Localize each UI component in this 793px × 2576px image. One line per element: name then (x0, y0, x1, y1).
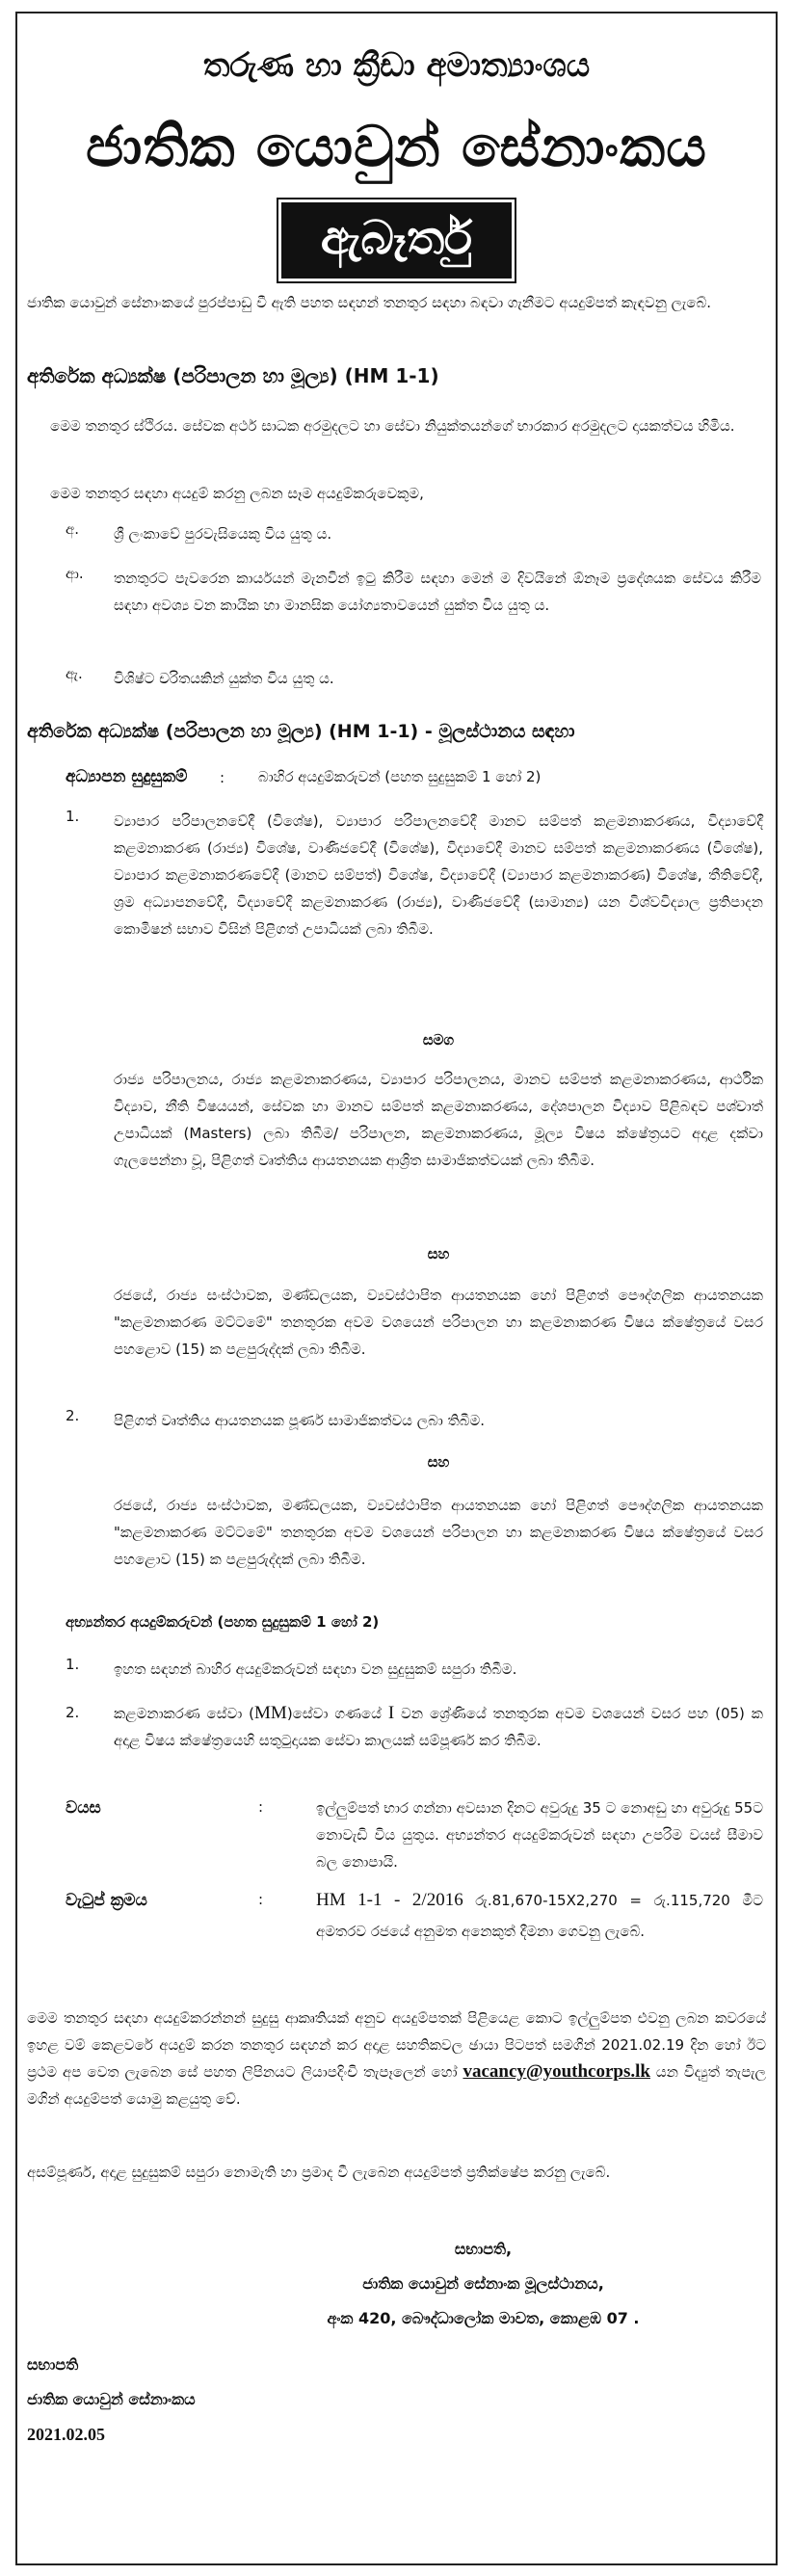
salary-text (316, 1885, 763, 1947)
education-label: අධ්‍යාපන සුදුසුකම් (66, 767, 188, 786)
and-label: සහ (427, 1453, 450, 1471)
section1-para2: මෙම තනතුර සඳහා අයදුම් කරනු ලබන සෑම අයදුම්කරුවෙකුම, (50, 485, 424, 502)
education-value: බාහිර අයදුම්කරුවන් (පහත සුදුසුකම් 1 හෝ 2) (258, 768, 542, 785)
qualification-text: ව්‍යාපාර පරිපාලනවේදී (විශේෂ), ව්‍යාපාර පරිපාලනවේදී මානව සම්පත් කළමනාකරණය, විද්‍යාවේදී කළමනාකරණ (රාජ්‍ය) විශේෂ, වාණිජවේදී (විශේෂ), විද්‍යාවේදී මානව සම්පත් කළමනාකරණය (විශේෂ), ව්‍යාපාර කළමනාකරණවේදී (මානව සම්පත්) විශේෂ, විද්‍යාවේදී (ව්‍යාපාර කළමනාකරණ) විශේෂ, තීතිවේදී, ශ්‍රම අධ්‍යාපනවේදී, විද්‍යාවේදී කළමනාකරණ (රාජ්‍ය), වාණිජවේදී (සාමාන්‍ය) යන විශ්වවිද්‍යාල ප්‍රතිපාදන කොමිෂන් සභාව විසින් පිළිගත් උපාධියක් ලබා තිබීම. (114, 812, 763, 938)
organization-title: ජාතික යොවුන් සේනාංකය (86, 114, 707, 179)
email-link[interactable]: vacancy@youthcorps.lk (463, 2061, 650, 2082)
salary-colon: : (258, 1891, 264, 1908)
closing-paragraph (27, 2005, 766, 2112)
internal-text: ඉහත සඳහන් බාහිර අයදුම්කරුවන් සඳහා වන සුදුසුකම් සපුරා තිබීම. (114, 1660, 517, 1678)
section1-title: අතිරේක අධ්‍යක්ෂ (පරිපාලන හා මූල්‍ය) (HM 1-1) (27, 364, 439, 387)
and-label: සමග (422, 1031, 455, 1049)
qualification-text: රජයේ, රාජ්‍ය සංස්ථාවක, මණ්ඩලයක, ව්‍යවස්ථාපිත ආයතනයක හෝ පිළිගත් පෞද්ගලික ආයතනයක "කළමනාකරණ මට්ටමේ" තනතුරක අවම වශයෙන් පරිපාලන හා කළමනාකරණ විෂය ක්ෂේත්‍රයේ වසර පහළොව (15) ක පළපුරුද්දක් ලබා තිබීම. (114, 1287, 763, 1358)
rejection-note: අසම්පූර්ණ, අදාළ සුදුසුකම් සපුරා නොමැති හා ප්‍රමාද වී ලැබෙන අයදුම්පත් ප්‍රතික්ෂේප කරනු ලැබේ. (27, 2164, 611, 2181)
qualification-number: 1. (66, 808, 80, 825)
signature-org: ජාතික යොවුන් සේනාංක මූලස්ථානය, (362, 2274, 604, 2293)
grade-roman: I (387, 1703, 395, 1723)
banner-wrap (27, 202, 766, 279)
notice-date: 2021.02.05 (27, 2425, 105, 2444)
item-mark: අ. (66, 520, 80, 538)
section2-title: අතිරේක අධ්‍යක්ෂ (පරිපාලන හා මූල්‍ය) (HM 1-1) - මූලස්ථානය සඳහා (27, 721, 575, 742)
vacancies-banner: ඇබෑර්තු (281, 202, 512, 279)
age-colon: : (258, 1798, 264, 1816)
item-text: තනතුරට පැවරෙන කාර්යයන් මැනවින් ඉටු කිරීම සඳහා මෙන් ම දිවයිනේ ඕනෑම ප්‍රදේශයක සේවය කිරීම සඳහා අවශ්‍ය වන කායික හා මානසික යෝග්‍යතාවයෙන් යුක්ත විය යුතු ය. (114, 570, 761, 614)
item-mark: ඇ. (66, 665, 83, 682)
item-text: විශිෂ්ට චරිතයකින් යුක්ත විය යුතු ය. (114, 670, 334, 687)
age-text: ඉල්ලුම්පත් භාර ගන්නා අවසාන දිනට අවුරුදු 35 ට නොඅඩු හා අවුරුදු 55ට නොවැඩි විය යුතුය. අභ්‍යන්තර අයදුම්කරුවන් සඳහා උපරිම වයස් සීමාව බල නොපායි. (316, 1799, 763, 1871)
signatory-org: ජාතික යොවුන් සේනාංකය (27, 2390, 196, 2408)
closing-text: යන විද්‍යුත් තැපැල මගින් අයදුම්පත් යොමු කළයුතු වේ. (27, 2063, 767, 2108)
ministry-title: තරුණ හා ක්‍රීඩා අමාත්‍යාංශය (202, 46, 591, 85)
qualification-number: 2. (66, 1407, 80, 1424)
salary-code: HM 1-1 - 2/2016 (316, 1890, 463, 1910)
internal-text (114, 1700, 763, 1754)
qualification-text: රජයේ, රාජ්‍ය සංස්ථාවක, මණ්ඩලයක, ව්‍යවස්ථාපිත ආයතනයක හෝ පිළිගත් පෞද්ගලික ආයතනයක "කළමනාකරණ මට්ටමේ" තනතුරක අවම වශයෙන් පරිපාලන හා කළමනාකරණ විෂය ක්ෂේත්‍රයේ වසර පහළොව (15) ක පළපුරුද්දක් ලබා තිබීම. (114, 1497, 763, 1568)
age-label: වයස (66, 1798, 101, 1818)
internal-applicants-label: අභ්‍යන්තර අයදුම්කරුවන් (පහත සුදුසුකම් 1 හෝ 2) (66, 1613, 380, 1631)
internal-text-part: )සේවා ගණයේ (286, 1705, 388, 1722)
intro-text: ජාතික යොවුන් සේනාංකයේ පුරප්පාඩු වී ඇති පහත සඳහන් තනතුර සඳහා බඳවා ගැනීමට අයදුම්පත් කැඳවනු ලැබේ. (27, 294, 711, 311)
internal-text-part: වන ශ්‍රේණියේ තනතුරක අවම වශයෙන් වසර පහ (05) ක අදාළ විෂය ක්ෂේත්‍රයෙහි සතුටුදායක සේවා කාලයක් සම්පූර්ණ කර තිබීම. (114, 1705, 763, 1749)
internal-text-part: කළමනාකරණ සේවා ( (114, 1705, 255, 1722)
qualification-text: පිළිගත් වෘත්තිය ආයතනයක පූර්ණ සාමාජිකත්වය ලබා තිබීම. (114, 1412, 486, 1429)
internal-number: 2. (66, 1704, 80, 1721)
mm-code: MM (254, 1703, 287, 1723)
item-mark: ආ. (66, 565, 84, 582)
closing-text: මෙම තනතුර සඳහා අයදුම්කරන්නන් සුදුසු ආකෘතියක් අනුව අයදුම්පතක් පිළියෙළ කොට ඉල්ලුම්පත එවනු ලබන කවරයේ ඉහළ වම් කෙළවරේ අයදුම් කරන තනතුර සඳහන් කර අදාළ සහතිකවල ඡායා පිටපත් සමගින් 2021.02.19 දින හෝ ඊට ප්‍රථම අප වෙත ලැබෙන සේ පහත ලිපිනයට ලියාපදිංචි තැපෑලෙන් හෝ (27, 2009, 766, 2081)
section1-para1: මෙම තනතුර ස්ථිරය. සේවක අර්ථ සාධක අරමුදලට හා සේවා නියුක්තයන්ගේ භාරකාර අරමුදලට දායකත්වය හිමිය. (50, 417, 735, 435)
item-text: ශ්‍රී ලංකාවේ පුරවැසියෙකු විය යුතු ය. (114, 525, 332, 543)
and-label: සහ (427, 1245, 450, 1262)
salary-detail: රු.81,670-15X2,270 = රු.115,720 මීට අමතරව රජයේ අනුමත අනෙකුත් දීමනා ගෙවනු ලැබේ. (316, 1892, 763, 1940)
signature-address: අංක 420, බෞද්ධාලෝක මාවත, කොළඹ 07 . (327, 2309, 640, 2327)
signature-title: සභාපති, (454, 2240, 513, 2258)
education-colon: : (220, 769, 225, 786)
signatory-title: සභාපති (27, 2355, 79, 2374)
salary-label: වැටුප් ක්‍රමය (66, 1891, 147, 1910)
qualification-text: රාජ්‍ය පරිපාලනය, රාජ්‍ය කළමනාකරණය, ව්‍යාපාර පරිපාලනය, මානව සම්පත් කළමනාකරණය, ආර්ථික විද්‍යාව, නීති විෂයයන්, සේවක හා මානව සම්පත් කළමනාකරණය, දේශපාලන විද්‍යාව පිළිබඳව පශ්චාත් උපාධියක් (Masters) ලබා තිබීම/ පරිපාලන, කළමනාකරණය, මූල්‍ය විෂය ක්ෂේත්‍රයට අදාළ දක්වා ගැලපෙන්නා වූ, පිළිගත් වෘත්තිය ආයතනයක ආශ්‍රිත සාමාජිකත්වයක් ලබා තිබීම. (114, 1071, 763, 1169)
internal-number: 1. (66, 1656, 80, 1673)
advertisement (27, 0, 766, 2576)
